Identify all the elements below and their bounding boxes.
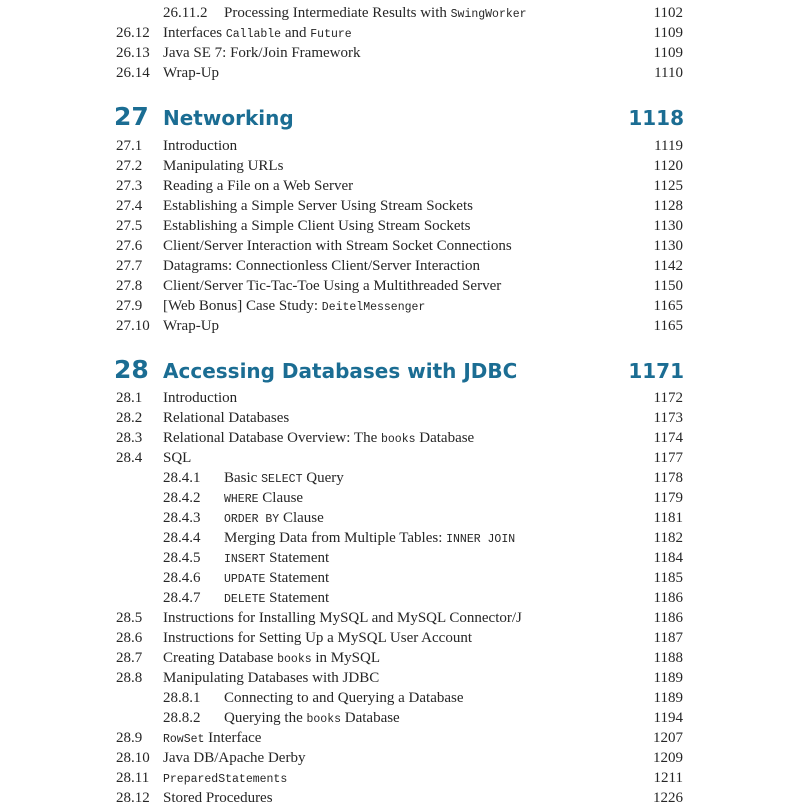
section-title	[224, 3, 527, 25]
section-title	[163, 728, 261, 750]
section-number: 28.4.4	[163, 530, 201, 546]
section-title	[163, 388, 237, 408]
chapter-heading-27	[0, 99, 800, 135]
page-number: 1150	[653, 278, 683, 294]
title-text: Establishing a Simple Server Using Stream Sockets	[163, 198, 473, 214]
page-number: 1207	[653, 730, 683, 746]
title-text: Processing Intermediate Results with	[224, 5, 451, 21]
title-text: Database	[415, 430, 475, 446]
code-term: WHERE	[224, 493, 259, 506]
page-number: 1120	[653, 158, 683, 174]
section-title	[163, 448, 191, 468]
section-number: 28.5	[116, 610, 143, 626]
title-text: Clause	[279, 510, 324, 526]
section-title	[163, 748, 305, 768]
page-number: 1110	[654, 65, 683, 81]
title-text: Instructions for Installing MySQL and MySQL Connector/J	[163, 610, 522, 626]
toc-entry	[0, 408, 800, 428]
section-title	[224, 588, 329, 610]
page-number: 1194	[653, 710, 683, 726]
code-term: books	[277, 653, 312, 666]
section-number: 28.7	[116, 650, 143, 666]
section-number: 28.4.6	[163, 570, 201, 586]
page-number: 1185	[653, 570, 683, 586]
page-number: 1226	[653, 790, 683, 806]
section-title	[163, 428, 474, 450]
code-term: PreparedStatements	[163, 773, 288, 786]
page-number: 1188	[653, 650, 683, 666]
page-number: 1177	[653, 450, 683, 466]
code-term: UPDATE	[224, 573, 266, 586]
section-title	[163, 768, 287, 790]
title-text: Interface	[204, 730, 262, 746]
toc-entry	[0, 728, 800, 748]
title-text: Statement	[265, 570, 330, 586]
section-title	[163, 608, 522, 628]
section-title	[163, 43, 360, 63]
title-text: Client/Server Interaction with Stream Socket Connections	[163, 238, 512, 254]
toc-entry	[0, 316, 800, 336]
code-term: ORDER BY	[224, 513, 280, 526]
toc-entry	[0, 3, 800, 23]
title-text: Datagrams: Connectionless Client/Server Interaction	[163, 258, 480, 274]
code-term: SwingWorker	[450, 8, 527, 21]
section-title	[224, 688, 464, 708]
toc-entry	[0, 788, 800, 808]
title-text: Merging Data from Multiple Tables:	[224, 530, 447, 546]
toc-entry	[0, 256, 800, 276]
toc-entry	[0, 508, 800, 528]
section-title	[163, 63, 219, 83]
toc-entry	[0, 548, 800, 568]
toc-entry	[0, 488, 800, 508]
toc-entry	[0, 43, 800, 63]
title-text: in MySQL	[311, 650, 380, 666]
toc-entry	[0, 648, 800, 668]
section-number: 28.8.2	[163, 710, 201, 726]
page-number: 1184	[653, 550, 683, 566]
section-number: 27.3	[116, 178, 143, 194]
toc-entry	[0, 176, 800, 196]
code-term: Future	[310, 28, 352, 41]
section-number: 28.8.1	[163, 690, 201, 706]
section-title	[163, 316, 219, 336]
section-number: 28.10	[116, 750, 150, 766]
title-text: and	[281, 25, 311, 41]
section-number: 26.14	[116, 65, 150, 81]
title-text: Clause	[258, 490, 304, 506]
page-number: 1211	[653, 770, 683, 786]
page-number: 1173	[653, 410, 683, 426]
toc-entry	[0, 236, 800, 256]
toc-entry	[0, 136, 800, 156]
toc-entry	[0, 156, 800, 176]
toc-entry	[0, 276, 800, 296]
page-number: 1109	[653, 25, 683, 41]
section-title	[224, 508, 324, 530]
title-text: Introduction	[163, 390, 238, 406]
toc-entry	[0, 588, 800, 608]
code-term: Callable	[225, 28, 282, 41]
section-title	[163, 648, 380, 670]
page-number: 1186	[653, 590, 683, 606]
section-number: 28.8	[116, 670, 143, 686]
section-number: 28.6	[116, 630, 143, 646]
toc-entry	[0, 448, 800, 468]
page-number: 1128	[653, 198, 683, 214]
title-text: Statement	[265, 550, 330, 566]
section-number: 26.12	[116, 25, 150, 41]
page-number: 1125	[653, 178, 683, 194]
code-term: INSERT	[224, 553, 266, 566]
toc-entry	[0, 216, 800, 236]
page-number: 1182	[653, 530, 683, 546]
title-text: Relational Databases	[163, 410, 290, 426]
page-number: 1130	[653, 238, 683, 254]
title-text: Query	[302, 470, 344, 486]
title-text: Introduction	[163, 138, 238, 154]
toc-entry	[0, 23, 800, 43]
section-number: 27.1	[116, 138, 143, 154]
toc-entry	[0, 708, 800, 728]
section-number: 28.4.7	[163, 590, 201, 606]
section-title	[163, 23, 352, 45]
page-number: 1189	[653, 670, 683, 686]
title-text: Instructions for Setting Up a MySQL User Account	[163, 630, 472, 646]
page-number: 1186	[653, 610, 683, 626]
section-number: 28.4.1	[163, 470, 201, 486]
code-term: books	[380, 433, 416, 446]
toc-entry	[0, 608, 800, 628]
section-number: 27.10	[116, 318, 150, 334]
title-text: Manipulating URLs	[163, 158, 284, 174]
section-title	[163, 788, 273, 808]
title-text: Manipulating Databases with JDBC	[163, 670, 380, 686]
page-number: 1109	[653, 45, 683, 61]
title-text: Database	[341, 710, 400, 726]
section-title	[163, 256, 480, 276]
title-text: Creating Database	[163, 650, 278, 666]
chapter-title: Networking	[163, 106, 294, 130]
chapter-page-number: 1118	[628, 106, 684, 130]
page-number: 1130	[653, 218, 683, 234]
section-number: 26.11.2	[163, 5, 208, 21]
section-number: 28.2	[116, 410, 143, 426]
code-term: RowSet	[163, 733, 205, 746]
title-text: Java DB/Apache Derby	[163, 750, 306, 766]
section-title	[163, 408, 289, 428]
chapter-number: 27	[114, 102, 149, 131]
section-number: 28.4	[116, 450, 143, 466]
section-title	[163, 176, 353, 196]
code-term: DELETE	[224, 593, 266, 606]
toc-entry	[0, 528, 800, 548]
page-number: 1165	[653, 318, 683, 334]
section-title	[224, 548, 329, 570]
toc-entry	[0, 688, 800, 708]
page-number: 1179	[653, 490, 683, 506]
toc-entry	[0, 668, 800, 688]
section-number: 28.4.2	[163, 490, 201, 506]
section-title	[224, 568, 329, 590]
section-title	[224, 468, 344, 490]
chapter-heading-28	[0, 352, 800, 388]
section-number: 26.13	[116, 45, 150, 61]
page-number: 1187	[653, 630, 683, 646]
toc-entry	[0, 748, 800, 768]
section-title	[163, 668, 379, 688]
toc-entry	[0, 388, 800, 408]
title-text: Java SE 7: Fork/Join Framework	[163, 45, 361, 61]
code-term: books	[306, 713, 341, 726]
title-text: Wrap-Up	[163, 318, 220, 334]
page-number: 1142	[653, 258, 683, 274]
section-title	[163, 276, 501, 296]
toc-entry	[0, 628, 800, 648]
toc-entry	[0, 196, 800, 216]
section-title	[224, 488, 303, 510]
code-term: SELECT	[261, 473, 303, 486]
title-text: SQL	[163, 450, 192, 466]
section-number: 27.7	[116, 258, 143, 274]
toc-entry	[0, 568, 800, 588]
page-number: 1119	[654, 138, 683, 154]
section-number: 27.9	[116, 298, 143, 314]
chapter-page-number: 1171	[628, 359, 684, 383]
section-number: 27.5	[116, 218, 143, 234]
section-title	[163, 156, 283, 176]
page-number: 1174	[653, 430, 683, 446]
section-number: 27.4	[116, 198, 143, 214]
page-number: 1189	[653, 690, 683, 706]
section-number: 28.4.3	[163, 510, 201, 526]
title-text: Statement	[265, 590, 330, 606]
page-number: 1181	[653, 510, 683, 526]
code-term: INNER JOIN	[446, 533, 516, 546]
section-title	[224, 528, 515, 550]
page-number: 1172	[653, 390, 683, 406]
page-number: 1209	[653, 750, 683, 766]
section-number: 28.12	[116, 790, 150, 806]
section-title	[163, 628, 472, 648]
title-text: Client/Server Tic-Tac-Toe Using a Multithreaded Server	[163, 278, 502, 294]
title-text: Querying the	[224, 710, 307, 726]
title-text: Relational Database Overview: The	[163, 430, 381, 446]
title-text: Stored Procedures	[163, 790, 273, 806]
section-title	[163, 236, 512, 256]
title-text: Wrap-Up	[163, 65, 220, 81]
toc-entry	[0, 428, 800, 448]
title-text: Connecting to and Querying a Database	[224, 690, 464, 706]
section-title	[163, 196, 473, 216]
section-number: 28.3	[116, 430, 143, 446]
section-number: 27.8	[116, 278, 143, 294]
page-number: 1102	[653, 5, 683, 21]
title-text: Interfaces	[163, 25, 226, 41]
section-number: 28.9	[116, 730, 143, 746]
section-number: 28.4.5	[163, 550, 201, 566]
chapter-number: 28	[114, 355, 149, 384]
section-title	[163, 216, 470, 236]
section-title	[163, 136, 237, 156]
title-text: Basic	[224, 470, 262, 486]
section-number: 27.2	[116, 158, 143, 174]
section-number: 28.11	[116, 770, 150, 786]
title-text: [Web Bonus] Case Study:	[163, 298, 322, 314]
section-number: 28.1	[116, 390, 143, 406]
title-text: Establishing a Simple Client Using Stream Sockets	[163, 218, 471, 234]
title-text: Reading a File on a Web Server	[163, 178, 354, 194]
section-title	[224, 708, 400, 730]
section-number: 27.6	[116, 238, 143, 254]
chapter-title: Accessing Databases with JDBC	[163, 359, 518, 383]
toc-entry	[0, 768, 800, 788]
toc-entry	[0, 63, 800, 83]
toc-entry	[0, 468, 800, 488]
section-title	[163, 296, 425, 318]
toc-entry	[0, 296, 800, 316]
page-number: 1178	[653, 470, 683, 486]
code-term: DeitelMessenger	[321, 301, 426, 314]
page-number: 1165	[653, 298, 683, 314]
